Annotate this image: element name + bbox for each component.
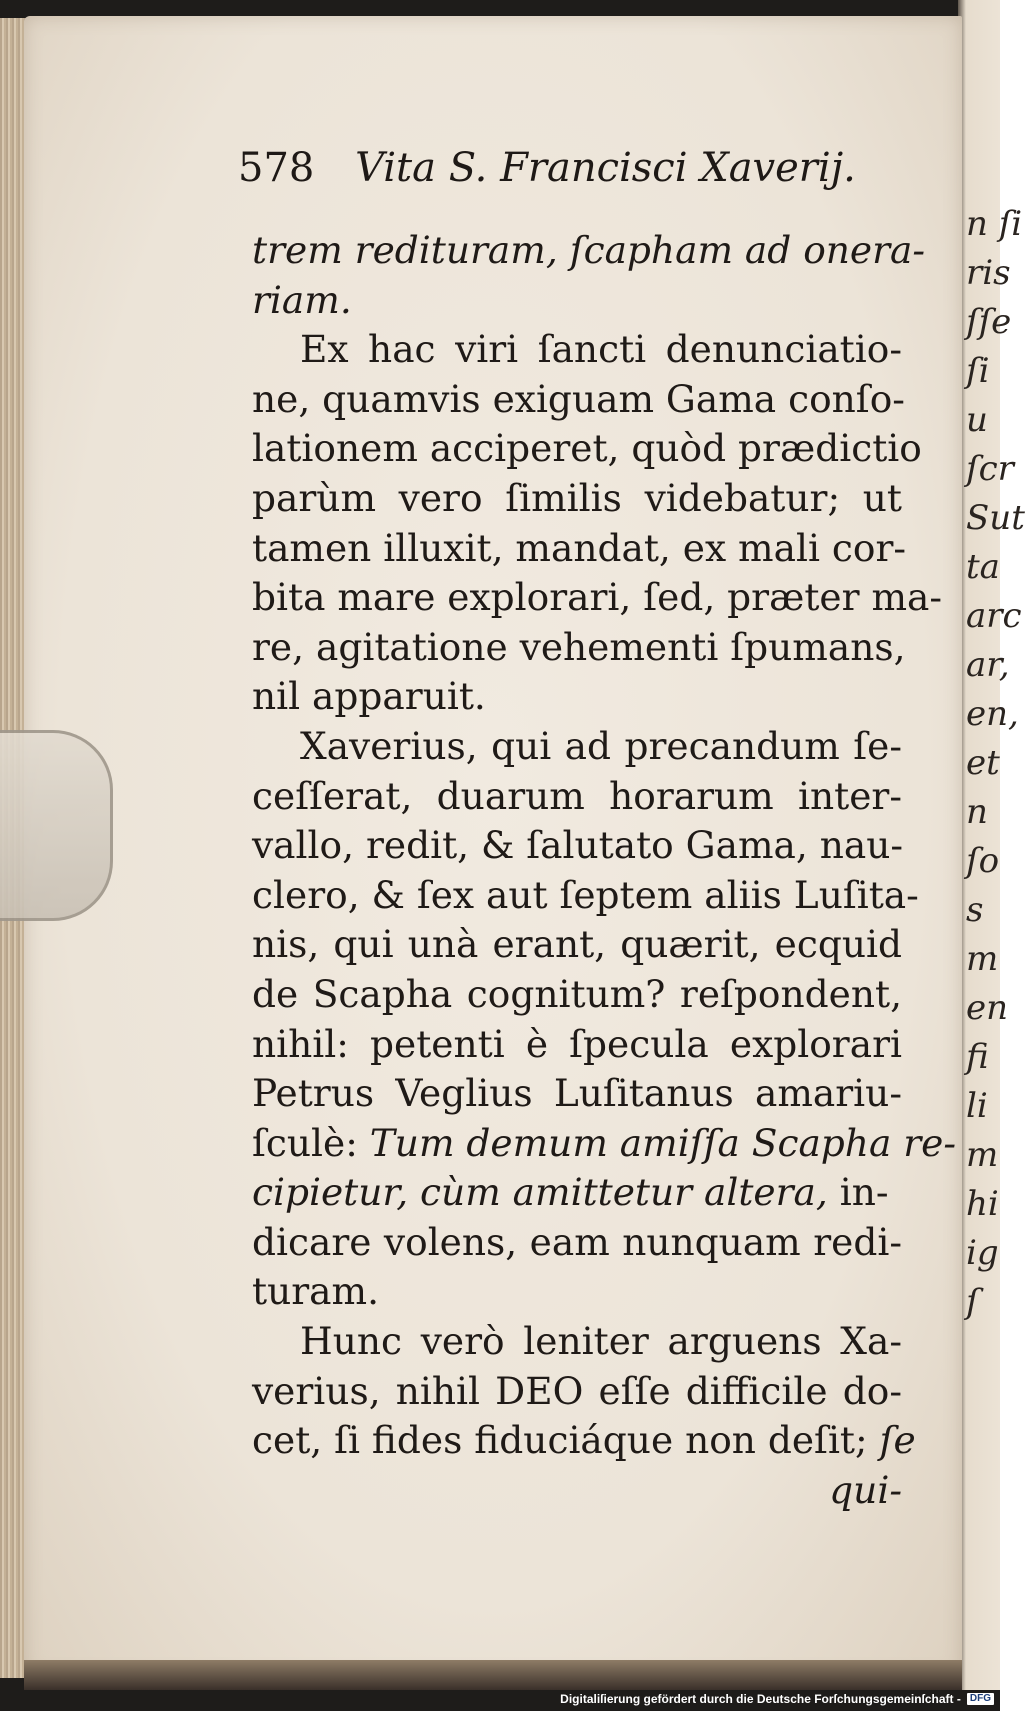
text-line — [252, 871, 919, 921]
text-line — [252, 1168, 902, 1218]
line-text: Ex hac viri ſancti denunciatio- — [300, 327, 902, 372]
running-title: Vita S. Francisci Xaverij. — [355, 145, 856, 191]
line-text: bita mare explorari, ſed, præter ma- — [252, 575, 943, 620]
text-line — [252, 722, 902, 772]
text-line — [252, 474, 902, 524]
text-line — [252, 375, 905, 425]
line-roman-part: in- — [827, 1170, 889, 1215]
line-text: clero, & ſex aut ſeptem aliis Luſita- — [252, 872, 919, 917]
page-clip — [0, 730, 113, 921]
line-text: nis, qui unà erant, quærit, ecquid — [252, 922, 902, 967]
line-text: Hunc verò leniter arguens Xa- — [300, 1319, 902, 1364]
text-line — [252, 1218, 902, 1268]
text-line — [252, 1367, 902, 1417]
line-text: cet, ſi fides fiduciáque non deſit; — [252, 1418, 868, 1463]
bottom-shadow — [24, 1660, 962, 1690]
text-line — [252, 1267, 902, 1317]
text-line — [252, 821, 902, 871]
line-text: vallo, redit, & ſalutato Gama, nau- — [252, 823, 904, 868]
line-text: dicare volens, eam nunquam redi- — [252, 1219, 902, 1264]
text-line — [252, 920, 902, 970]
text-line — [252, 325, 902, 375]
text-line — [252, 1119, 957, 1169]
line-text: re, agitatione vehementi ſpumans, — [252, 624, 906, 669]
line-text: riam. — [252, 277, 352, 322]
line-text: trem redituram, ſcapham ad onera- — [252, 228, 926, 272]
text-line — [252, 424, 922, 474]
text-line — [252, 1416, 916, 1466]
line-text: ceſſerat, duarum horarum inter- — [252, 773, 902, 818]
line-text: verius, nihil DEO eſſe difficile do- — [252, 1368, 902, 1413]
text-line — [252, 1466, 902, 1516]
line-text: nihil: petenti è ſpecula explorari — [252, 1021, 902, 1066]
text-line — [252, 524, 907, 574]
credit-text: Digitaliſierung gefördert durch die Deutsche Forſchungsgemeinſchaft - — [560, 1692, 961, 1706]
text-line — [252, 276, 902, 326]
dfg-logo: DFG — [967, 1693, 994, 1705]
line-text: Xaverius, qui ad precandum ſe- — [300, 723, 902, 768]
body-text — [252, 226, 957, 1515]
text-line — [252, 772, 902, 822]
text-line — [252, 1069, 902, 1119]
text-line — [252, 1020, 902, 1070]
text-line — [252, 672, 902, 722]
text-line — [252, 1317, 902, 1367]
line-text: ne, quamvis exiguam Gama conſo- — [252, 376, 905, 421]
line-text: nil apparuit. — [252, 674, 486, 719]
facing-page — [958, 0, 1025, 1690]
line-text: parùm vero ſimilis videbatur; ut — [252, 475, 902, 520]
page-number: 578 — [238, 145, 315, 191]
text-line — [252, 573, 943, 623]
line-italic-part: Tum demum amiſſa Scapha re- — [357, 1120, 957, 1165]
facing-page-text: n ſi ris ſſe ſi u ſcr Sut ta arc ar, en, et n ſo s m en fi li m hi ig ſ — [966, 204, 1025, 1322]
digitization-credit — [560, 1691, 994, 1707]
page-header — [238, 145, 856, 191]
line-text: qui- — [829, 1467, 902, 1512]
line-text: Petrus Veglius Luſitanus amariu- — [252, 1071, 902, 1116]
text-line — [252, 970, 902, 1020]
text-line — [252, 226, 926, 276]
line-text: ſculè: — [252, 1120, 358, 1165]
line-text: tamen illuxit, mandat, ex mali cor- — [252, 525, 907, 570]
line-text: lationem acciperet, quòd prædictio — [252, 426, 922, 471]
text-line — [252, 623, 906, 673]
line-text: cipietur, cùm amittetur altera, — [252, 1170, 828, 1215]
line-italic-part: ſe — [867, 1418, 916, 1463]
line-text: de Scapha cognitum? reſpondent, — [252, 971, 902, 1016]
line-text: turam. — [252, 1269, 379, 1314]
